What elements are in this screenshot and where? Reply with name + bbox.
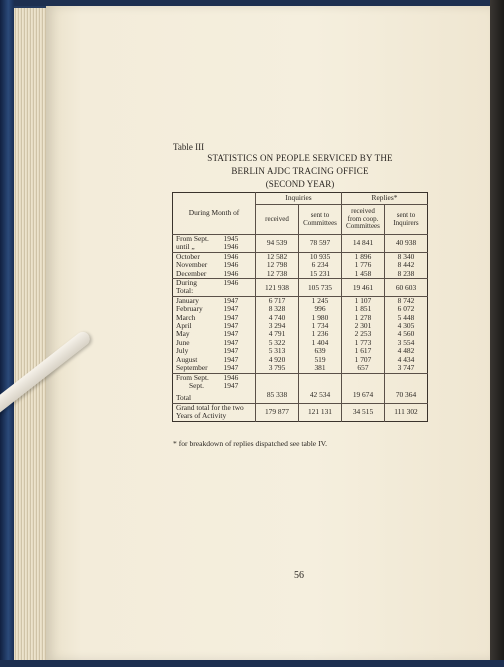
value-cell: 1 278 bbox=[341, 314, 384, 322]
year-cell: 1947 bbox=[223, 312, 239, 322]
value-cell: 19 461 bbox=[341, 279, 384, 297]
year-cell: 1947 bbox=[223, 346, 239, 356]
table-title-line-2: BERLIN AJDC TRACING OFFICE bbox=[231, 166, 369, 176]
header-inquiries: Inquiries bbox=[256, 193, 342, 205]
month-cell: June bbox=[176, 337, 190, 347]
table-row bbox=[173, 279, 428, 288]
value-cell: 34 515 bbox=[341, 403, 384, 421]
table-row bbox=[173, 330, 428, 338]
value-cell: 6 072 bbox=[384, 305, 427, 313]
header-replies: Replies* bbox=[341, 193, 427, 205]
month-cell: From Sept. bbox=[176, 234, 209, 243]
value-cell: 1 107 bbox=[341, 296, 384, 305]
month-cell: April bbox=[176, 321, 192, 331]
scan-bottom-border bbox=[0, 660, 504, 667]
value-cell: 12 582 bbox=[256, 252, 299, 261]
table-title-line-3: (SECOND YEAR) bbox=[265, 179, 335, 189]
value-cell: 8 340 bbox=[384, 252, 427, 261]
value-cell: 94 539 bbox=[256, 235, 299, 253]
month-cell: Sept. bbox=[189, 380, 204, 390]
value-cell: 1 773 bbox=[341, 339, 384, 347]
value-cell: 1 404 bbox=[299, 339, 342, 347]
value-cell: 3 554 bbox=[384, 339, 427, 347]
value-cell: 6 717 bbox=[256, 296, 299, 305]
year-cell: 1947 bbox=[223, 337, 239, 347]
table-row bbox=[173, 235, 428, 244]
value-cell: 40 938 bbox=[384, 235, 427, 253]
value-cell: 6 234 bbox=[299, 261, 342, 269]
value-cell: 8 442 bbox=[384, 261, 427, 269]
page-number: 56 bbox=[294, 570, 304, 581]
value-cell: 639 bbox=[299, 347, 342, 355]
book-binding bbox=[0, 0, 14, 667]
month-cell: During bbox=[173, 279, 221, 288]
month-cell: August bbox=[176, 354, 198, 364]
value-cell: 14 841 bbox=[341, 235, 384, 253]
year-cell: 1946 bbox=[221, 279, 256, 288]
year-cell: 1947 bbox=[223, 329, 239, 339]
footnote: * for breakdown of replies dispatched see table IV. bbox=[173, 439, 328, 448]
table-label: Table III bbox=[173, 142, 205, 152]
table-row bbox=[173, 373, 428, 382]
table-row bbox=[173, 314, 428, 322]
value-cell: 4 740 bbox=[256, 314, 299, 322]
value-cell: 8 328 bbox=[256, 305, 299, 313]
month-cell: July bbox=[176, 346, 189, 356]
value-cell: 5 448 bbox=[384, 314, 427, 322]
value-cell: 4 305 bbox=[384, 322, 427, 330]
year-cell: 1947 bbox=[223, 304, 239, 314]
month-cell: February bbox=[176, 304, 203, 314]
value-cell: 42 534 bbox=[299, 373, 342, 403]
month-cell: September bbox=[176, 363, 208, 373]
value-cell: 111 302 bbox=[384, 403, 427, 421]
table-row bbox=[173, 261, 428, 269]
month-cell: May bbox=[176, 329, 190, 339]
value-cell: 5 322 bbox=[256, 339, 299, 347]
header-received-coop: received from coop. Committees bbox=[341, 205, 384, 235]
year-cell: 1946 bbox=[223, 242, 239, 252]
year-cell: 1946 bbox=[221, 252, 256, 261]
value-cell: 8 238 bbox=[384, 270, 427, 279]
grand-total-label: Grand total for the two bbox=[173, 403, 256, 412]
value-cell: 4 434 bbox=[384, 356, 427, 364]
page-edges bbox=[14, 8, 49, 660]
book-right-edge bbox=[490, 0, 504, 667]
year-cell: 1945 bbox=[223, 234, 239, 243]
value-cell: 1 851 bbox=[341, 305, 384, 313]
value-cell: 1 458 bbox=[341, 270, 384, 279]
value-cell: 3 747 bbox=[384, 364, 427, 373]
value-cell: 19 674 bbox=[341, 373, 384, 403]
header-received: received bbox=[256, 205, 299, 235]
value-cell: 1 776 bbox=[341, 261, 384, 269]
year-cell: 1946 bbox=[223, 260, 239, 270]
value-cell: 4 560 bbox=[384, 330, 427, 338]
value-cell: 12 798 bbox=[256, 261, 299, 269]
value-cell: 996 bbox=[299, 305, 342, 313]
value-cell: 1 245 bbox=[299, 296, 342, 305]
value-cell: 1 236 bbox=[299, 330, 342, 338]
month-cell: From Sept. bbox=[173, 373, 221, 382]
value-cell: 3 294 bbox=[256, 322, 299, 330]
month-cell: October bbox=[173, 252, 221, 261]
value-cell: 657 bbox=[341, 364, 384, 373]
value-cell: 5 313 bbox=[256, 347, 299, 355]
year-cell: 1946 bbox=[223, 268, 239, 278]
value-cell: 8 742 bbox=[384, 296, 427, 305]
table-row bbox=[173, 252, 428, 261]
table-row bbox=[173, 347, 428, 355]
table-row bbox=[173, 339, 428, 347]
year-cell: 1947 bbox=[223, 363, 239, 373]
value-cell: 70 364 bbox=[384, 373, 427, 403]
value-cell: 15 231 bbox=[299, 270, 342, 279]
value-cell: 2 253 bbox=[341, 330, 384, 338]
header-sent-committees: sent to Committees bbox=[299, 205, 342, 235]
value-cell: 105 735 bbox=[299, 279, 342, 297]
grand-total-label-2: Years of Activity bbox=[176, 411, 227, 421]
value-cell: 4 920 bbox=[256, 356, 299, 364]
month-cell: December bbox=[176, 268, 207, 278]
table-row bbox=[173, 364, 428, 373]
value-cell: 2 301 bbox=[341, 322, 384, 330]
month-cell: until „ bbox=[176, 242, 195, 252]
table-row bbox=[173, 270, 428, 279]
value-cell: 1 707 bbox=[341, 356, 384, 364]
month-cell: Total: bbox=[176, 286, 194, 296]
value-cell: 1 734 bbox=[299, 322, 342, 330]
value-cell: 85 338 bbox=[256, 373, 299, 403]
table-row bbox=[173, 322, 428, 330]
month-cell: March bbox=[176, 312, 196, 322]
table-title-line-1: STATISTICS ON PEOPLE SERVICED BY THE bbox=[207, 153, 393, 163]
year-cell: 1947 bbox=[221, 296, 256, 305]
table-row bbox=[173, 296, 428, 305]
year-cell: 1947 bbox=[223, 321, 239, 331]
value-cell: 179 877 bbox=[256, 403, 299, 421]
value-cell: 1 980 bbox=[299, 314, 342, 322]
statistics-table bbox=[172, 192, 428, 422]
value-cell: 121 938 bbox=[256, 279, 299, 297]
header-sent-inquirers: sent to Inquirers bbox=[384, 205, 427, 235]
value-cell: 3 795 bbox=[256, 364, 299, 373]
year-cell: 1947 bbox=[223, 354, 239, 364]
month-cell: November bbox=[176, 260, 208, 270]
value-cell: 1 896 bbox=[341, 252, 384, 261]
value-cell: 10 935 bbox=[299, 252, 342, 261]
month-cell: Total bbox=[176, 393, 192, 403]
value-cell: 60 603 bbox=[384, 279, 427, 297]
value-cell: 1 617 bbox=[341, 347, 384, 355]
value-cell: 4 482 bbox=[384, 347, 427, 355]
value-cell: 519 bbox=[299, 356, 342, 364]
value-cell: 121 131 bbox=[299, 403, 342, 421]
header-row-label: During Month of bbox=[173, 193, 256, 235]
table-row bbox=[173, 305, 428, 313]
month-cell: January bbox=[173, 296, 221, 305]
value-cell: 381 bbox=[299, 364, 342, 373]
value-cell: 12 738 bbox=[256, 270, 299, 279]
year-cell: 1947 bbox=[223, 380, 239, 390]
value-cell: 78 597 bbox=[299, 235, 342, 253]
table-row bbox=[173, 356, 428, 364]
year-cell: 1946 bbox=[221, 373, 256, 382]
value-cell: 4 791 bbox=[256, 330, 299, 338]
